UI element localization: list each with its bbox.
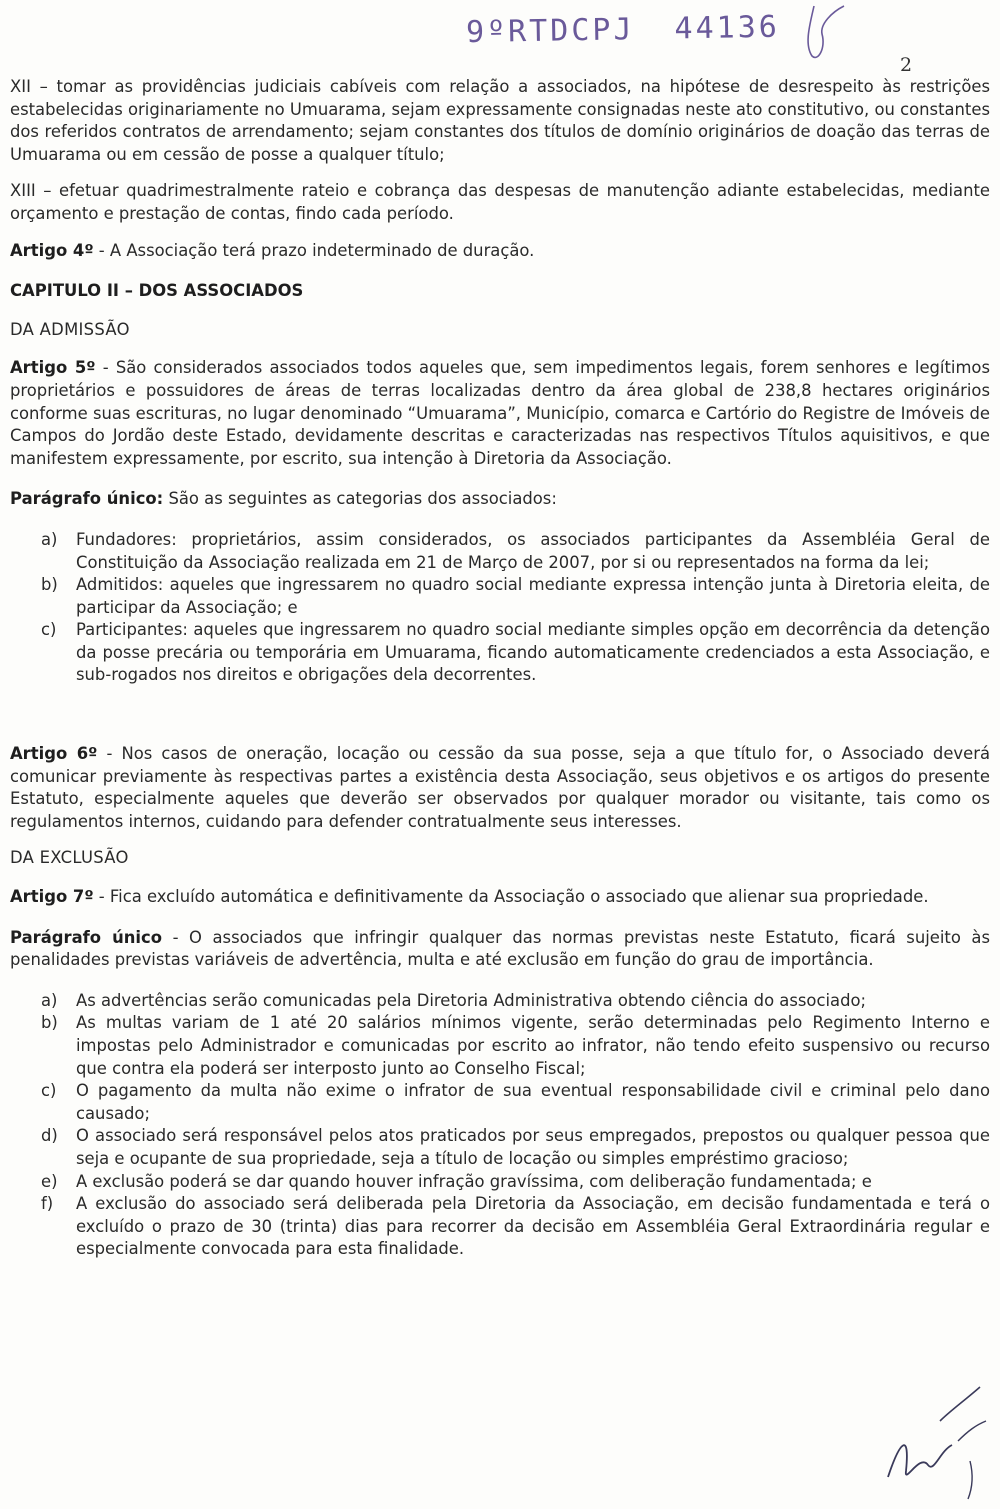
list-marker: d) xyxy=(41,1126,58,1146)
list-item-text: Fundadores: proprietários, assim considerados, os associados participantes da Assembléia Geral de Constituição da Associação realizada em 21 de Março de 2007, por si ou representados na forma da lei; xyxy=(76,529,990,572)
section-exclusao: DA EXCLUSÃO xyxy=(10,848,129,868)
list-item xyxy=(41,990,990,1013)
paragraph-unico-2-label: Parágrafo único xyxy=(10,927,163,947)
list-item-text: A exclusão do associado será deliberada pela Diretoria da Associação, em decisão fundamentada e terá o excluído o prazo de 30 (trinta) dias para recorrer da decisão em Assembléia Geral Extraordinária regular e especialmente convocada para esta finalidade. xyxy=(76,1194,990,1259)
list-item-text: O associado será responsável pelos atos praticados por seus empregados, prepostos ou qualquer pessoa que seja e ocupante de sua propriedade, seja a título de locação ou simples empréstimo gracioso; xyxy=(76,1126,990,1168)
item-xiii: XIII – efetuar quadrimestralmente rateio e cobrança das despesas de manutenção adiante estabelecidas, mediante orçamento e prestação de contas, findo cada período. xyxy=(10,181,990,223)
section-admissao: DA ADMISSÃO xyxy=(10,319,130,339)
article-6-label: Artigo 6º xyxy=(10,744,98,764)
article-4 xyxy=(10,240,990,263)
article-7-label: Artigo 7º xyxy=(10,887,94,907)
list-item-text: O pagamento da multa não exime o infrator de sua eventual responsabilidade civil e criminal pelo dano causado; xyxy=(76,1081,990,1123)
list-marker: e) xyxy=(41,1171,58,1191)
list-item-text: As advertências serão comunicadas pela Diretoria Administrativa obtendo ciência do associado; xyxy=(76,990,867,1010)
list-item xyxy=(41,529,990,574)
list-marker: c) xyxy=(41,1081,57,1101)
list-item-text: A exclusão poderá se dar quando houver infração gravíssima, com deliberação fundamentada; e xyxy=(76,1171,872,1191)
initials-scribble xyxy=(792,4,852,64)
paragraph-unico-2-text: - O associados que infringir qualquer das normas previstas neste Estatuto, ficará sujeito às penalidades previstas variáveis de advertência, multa e até exclusão em função do grau de importância. xyxy=(10,927,990,970)
list-item xyxy=(41,1125,990,1170)
list-item-text: As multas variam de 1 até 20 salários mínimos vigente, serão determinadas pelo Regimento Interno e impostas pelo Administrador e comunicadas por escrito ao infrator, não tendo efeito suspensivo ou recurso que contra ela poderá ser interposto junto ao Conselho Fiscal; xyxy=(76,1013,990,1078)
list-marker: b) xyxy=(41,575,58,595)
list-marker: f) xyxy=(41,1194,54,1214)
list-marker: a) xyxy=(41,529,58,549)
list-marker: a) xyxy=(41,990,58,1010)
article-6-text: - Nos casos de oneração, locação ou cessão da sua posse, seja a que título for, o Associado deverá comunicar previamente às respectivas partes a existência desta Associação, seus objetivos e os artigos do presente Estatuto, especialmente aqueles que deverão ser observados por qualquer morador ou visitante, tais como os regulamentos internos, cuidando para defender contratualmente seus interesses. xyxy=(10,744,990,831)
paragraph-unico-1-label: Parágrafo único: xyxy=(10,489,164,509)
stamp-registry: 9ºRTDCPJ xyxy=(465,12,635,51)
list-item xyxy=(41,574,990,619)
categories-list xyxy=(10,529,990,687)
chapter-title: CAPITULO II – DOS ASSOCIADOS xyxy=(10,281,304,301)
list-item xyxy=(41,619,990,687)
article-5 xyxy=(10,357,990,470)
article-5-text: - São considerados associados todos aqueles que, sem impedimentos legais, forem senhores e legítimos proprietários e possuidores de áreas de terras localizadas dentro da área global de 238,8 hectares originários conforme suas escrituras, no lugar denominado “Umuarama”, Município, comarca e Cartório do Registre de Imóveis de Campos do Jordão deste Estado, devidamente descritas e caracterizadas nas respectivos Títulos aquisitivos, e que manifestem expressamente, por escrito, sua intenção à Diretoria da Associação. xyxy=(10,358,990,468)
article-7-text: - Fica excluído automática e definitivamente da Associação o associado que alienar sua propriedade. xyxy=(93,887,929,907)
registry-stamp xyxy=(466,9,820,50)
list-item xyxy=(41,1171,990,1194)
list-marker: b) xyxy=(41,1013,58,1033)
article-4-text: - A Associação terá prazo indeterminado de duração. xyxy=(93,240,535,260)
signature-initials xyxy=(880,1381,990,1501)
paragraph-unico-1-text: São as seguintes as categorias dos associados: xyxy=(163,489,557,509)
list-item xyxy=(41,1193,990,1261)
item-xii: XII – tomar as providências judiciais cabíveis com relação a associados, na hipótese de desrespeito às restrições estabelecidas originariamente no Umuarama, sejam expressamente consignadas neste ato constitutivo, ou constantes dos referidos contratos de arrendamento; sejam constantes dos títulos de domínio originários de doação das terras de Umuarama ou em cessão de posse a qualquer título; xyxy=(10,77,990,164)
penalties-list xyxy=(10,990,990,1261)
list-item-text: Participantes: aqueles que ingressarem no quadro social mediante simples opção em decorrência da detenção da posse precária ou temporária em Umuarama, ficando automaticamente credenciados a esta Associação, e sub-rogados nos direitos e obrigações dela decorrentes. xyxy=(76,620,990,685)
article-4-label: Artigo 4º xyxy=(10,240,94,260)
list-item xyxy=(41,1012,990,1080)
paragraph-unico-2 xyxy=(10,927,990,972)
article-5-label: Artigo 5º xyxy=(10,358,96,378)
list-item xyxy=(41,1080,990,1125)
article-7 xyxy=(10,886,990,909)
list-marker: c) xyxy=(41,620,57,640)
article-6 xyxy=(10,743,990,833)
paragraph-unico-1 xyxy=(10,488,990,511)
document-body xyxy=(10,76,990,1261)
page-number: 2 xyxy=(900,54,913,76)
list-item-text: Admitidos: aqueles que ingressarem no quadro social mediante expressa intenção junta à Diretoria eleita, de participar da Associação; e xyxy=(76,575,990,617)
stamp-number: 44136 xyxy=(674,9,781,47)
